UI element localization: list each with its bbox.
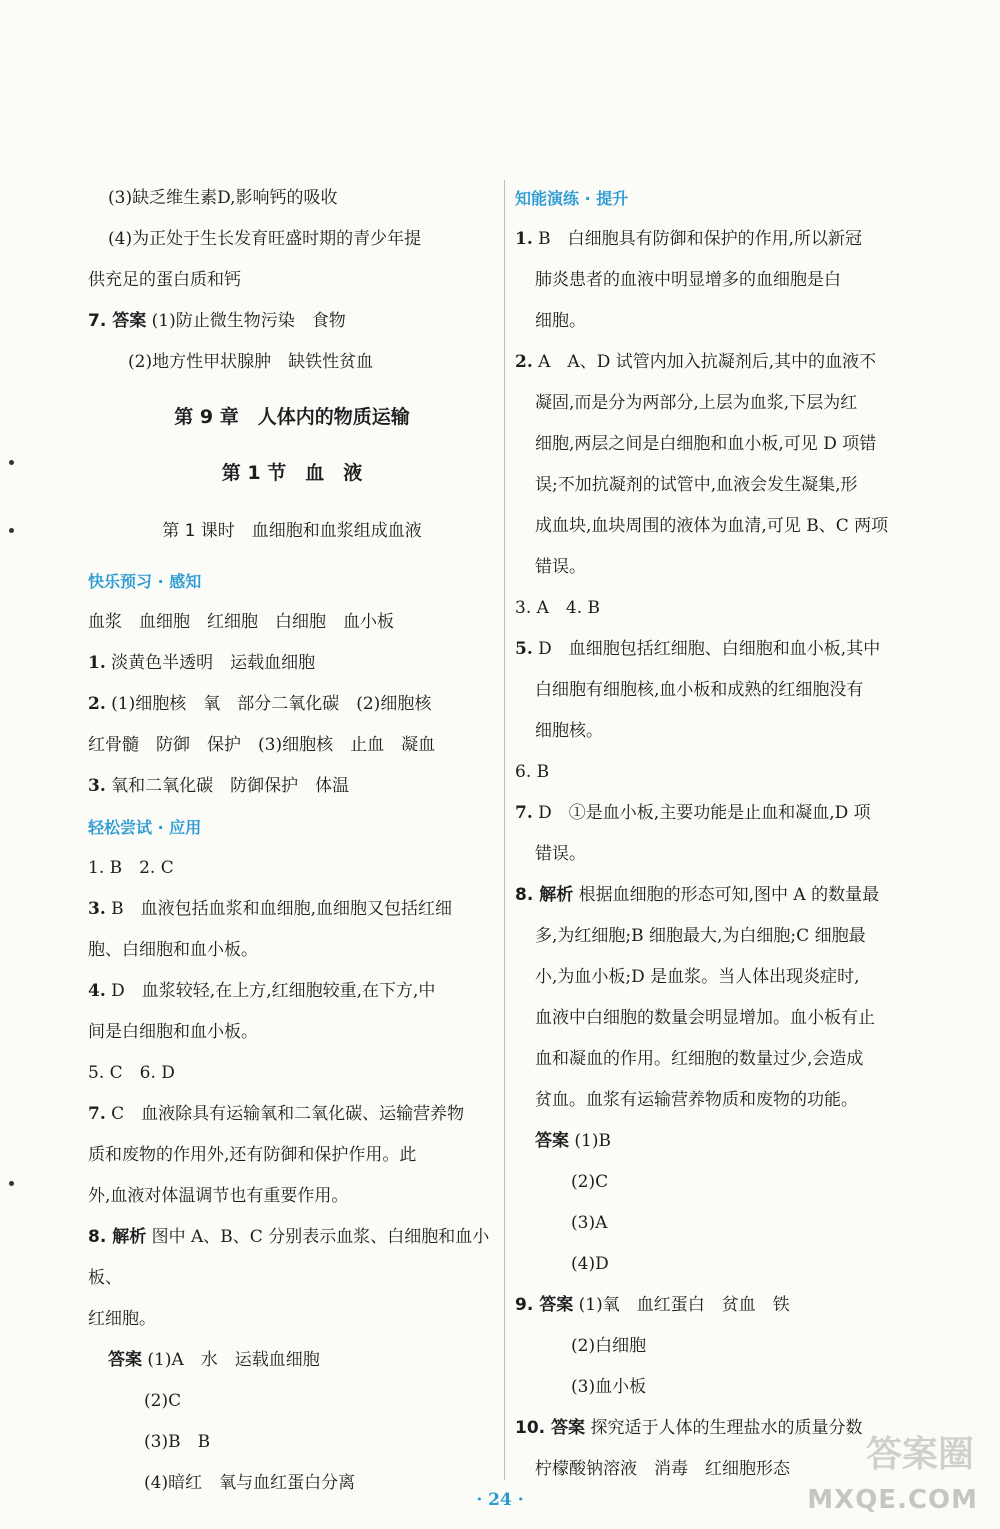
text-line: (2)C <box>144 1391 182 1411</box>
text-line: 6. B <box>515 762 550 782</box>
text-line <box>88 684 496 725</box>
analysis-label: 8. 解析 <box>515 885 574 905</box>
item-text: D 血细胞包括红细胞、白细胞和血小板,其中 <box>538 639 881 659</box>
item-number: 7. <box>515 803 533 823</box>
text-line <box>88 766 496 807</box>
item-text: D ①是血小板,主要功能是止血和凝血,D 项 <box>538 803 871 823</box>
text-line: 供充足的蛋白质和钙 <box>88 270 241 290</box>
text-line: (2)白细胞 <box>571 1336 647 1356</box>
margin-dot <box>9 1181 14 1186</box>
item-text: (1)A 水 运载血细胞 <box>147 1350 320 1370</box>
text-line: 小,为血小板;D 是血浆。当人体出现炎症时, <box>535 967 860 987</box>
section-heading: 快乐预习 · 感知 <box>88 572 202 591</box>
text-line: 贫血。血浆有运输营养物质和废物的功能。 <box>535 1090 858 1110</box>
text-line: 白细胞有细胞核,血小板和成熟的红细胞没有 <box>535 680 864 700</box>
text-line: 1. B 2. C <box>88 858 174 878</box>
text-line: (2)C <box>571 1172 609 1192</box>
text-line: 细胞核。 <box>535 721 603 741</box>
item-number: 2. <box>88 694 106 714</box>
column-divider <box>504 180 505 1480</box>
item-text: (1)氧 血红蛋白 贫血 铁 <box>578 1295 790 1315</box>
text-line: 误;不加抗凝剂的试管中,血液会发生凝集,形 <box>535 475 858 495</box>
item-text: B 白细胞具有防御和保护的作用,所以新冠 <box>538 229 863 249</box>
section-heading: 轻松尝试 · 应用 <box>88 818 202 837</box>
section-title: 第 1 节 血 液 <box>221 462 363 484</box>
text-line <box>515 629 920 670</box>
text-line: (4)为正处于生长发育旺盛时期的青少年提 <box>108 229 422 249</box>
text-line: 3. A 4. B <box>515 598 601 618</box>
item-number: 3. <box>88 776 106 796</box>
watermark-url: MXQE.COM <box>807 1485 978 1515</box>
text-line <box>88 971 496 1012</box>
text-line: 细胞,两层之间是白细胞和血小板,可见 D 项错 <box>535 434 877 454</box>
text-line <box>515 219 920 260</box>
text-line: 外,血液对体温调节也有重要作用。 <box>88 1186 349 1206</box>
text-line <box>88 643 496 684</box>
item-number: 1. <box>515 229 533 249</box>
text-line <box>88 1340 496 1381</box>
text-line: 5. C 6. D <box>88 1063 175 1083</box>
text-line: 血和凝血的作用。红细胞的数量过少,会造成 <box>535 1049 864 1069</box>
text-line: 柠檬酸钠溶液 消毒 红细胞形态 <box>535 1459 790 1479</box>
text-line: 细胞。 <box>535 311 586 331</box>
item-text: 淡黄色半透明 运载血细胞 <box>111 653 316 673</box>
text-line: 错误。 <box>535 844 586 864</box>
margin-dot <box>9 528 14 533</box>
lesson-title: 第 1 课时 血细胞和血浆组成血液 <box>162 521 422 541</box>
answer-label: 答案 <box>535 1131 569 1151</box>
text-line: 红细胞。 <box>88 1309 156 1329</box>
answer-label: 7. 答案 <box>88 311 147 331</box>
text-line <box>515 875 920 916</box>
text-line: 间是白细胞和血小板。 <box>88 1022 258 1042</box>
item-number: 4. <box>88 981 106 1001</box>
answer-label: 9. 答案 <box>515 1295 574 1315</box>
item-text: C 血液除具有运输氧和二氧化碳、运输营养物 <box>111 1104 465 1124</box>
item-number: 3. <box>88 899 106 919</box>
text-line: (3)A <box>571 1213 608 1233</box>
text-line: (3)缺乏维生素D,影响钙的吸收 <box>108 188 338 208</box>
text-line: (2)地方性甲状腺肿 缺铁性贫血 <box>128 352 374 372</box>
text-line <box>88 1217 496 1299</box>
text-line: (3)B B <box>144 1432 211 1452</box>
text-line: 凝固,而是分为两部分,上层为血浆,下层为红 <box>535 393 858 413</box>
text-line <box>88 1094 496 1135</box>
item-number: 1. <box>88 653 106 673</box>
section-heading: 知能演练 · 提升 <box>515 189 629 208</box>
analysis-label: 8. 解析 <box>88 1227 147 1247</box>
left-column <box>88 178 496 1504</box>
item-text: 氧和二氧化碳 防御保护 体温 <box>111 776 350 796</box>
answer-label: 答案 <box>108 1350 142 1370</box>
page-number: · 24 · <box>476 1490 524 1510</box>
text-line: (3)血小板 <box>571 1377 647 1397</box>
item-text: 根据血细胞的形态可知,图中 A 的数量最 <box>578 885 880 905</box>
text-line <box>515 342 920 383</box>
item-text: D 血浆较轻,在上方,红细胞较重,在下方,中 <box>111 981 436 1001</box>
text-line <box>515 793 920 834</box>
chapter-title: 第 9 章 人体内的物质运输 <box>174 406 410 428</box>
item-number: 2. <box>515 352 533 372</box>
text-line: 血液中白细胞的数量会明显增加。血小板有止 <box>535 1008 875 1028</box>
text-line <box>515 1408 920 1449</box>
watermark-logo: 答案圈 <box>865 1434 974 1475</box>
text-line: (4)暗红 氧与血红蛋白分离 <box>144 1473 356 1493</box>
text-line: 肺炎患者的血液中明显增多的血细胞是白 <box>535 270 841 290</box>
text-line <box>515 1285 920 1326</box>
q7-answer <box>88 301 496 342</box>
item-text: (1)细胞核 氧 部分二氧化碳 (2)细胞核 <box>111 694 432 714</box>
right-column <box>515 178 920 1490</box>
margin-dot <box>9 460 14 465</box>
text-line <box>88 889 496 930</box>
item-text: 探究适于人体的生理盐水的质量分数 <box>590 1418 863 1438</box>
item-number: 5. <box>515 639 533 659</box>
answer-text: (1)防止微生物污染 食物 <box>151 311 346 331</box>
text-line: 成血块,血块周围的液体为血清,可见 B、C 两项 <box>535 516 889 536</box>
text-line: 血浆 血细胞 红细胞 白细胞 血小板 <box>88 612 394 632</box>
text-line: 错误。 <box>535 557 586 577</box>
item-text: B 血液包括血浆和血细胞,血细胞又包括红细 <box>111 899 453 919</box>
text-line <box>515 1121 920 1162</box>
text-line: 多,为红细胞;B 细胞最大,为白细胞;C 细胞最 <box>535 926 866 946</box>
text-line: 质和废物的作用外,还有防御和保护作用。此 <box>88 1145 417 1165</box>
item-text: 图中 A、B、C 分别表示血浆、白细胞和血小板、 <box>88 1227 490 1288</box>
text-line: 红骨髓 防御 保护 (3)细胞核 止血 凝血 <box>88 735 436 755</box>
answer-label: 10. 答案 <box>515 1418 586 1438</box>
item-text: (1)B <box>574 1131 611 1151</box>
text-line: (4)D <box>571 1254 609 1274</box>
text-line: 胞、白细胞和血小板。 <box>88 940 258 960</box>
item-number: 7. <box>88 1104 106 1124</box>
item-text: A A、D 试管内加入抗凝剂后,其中的血液不 <box>538 352 877 372</box>
